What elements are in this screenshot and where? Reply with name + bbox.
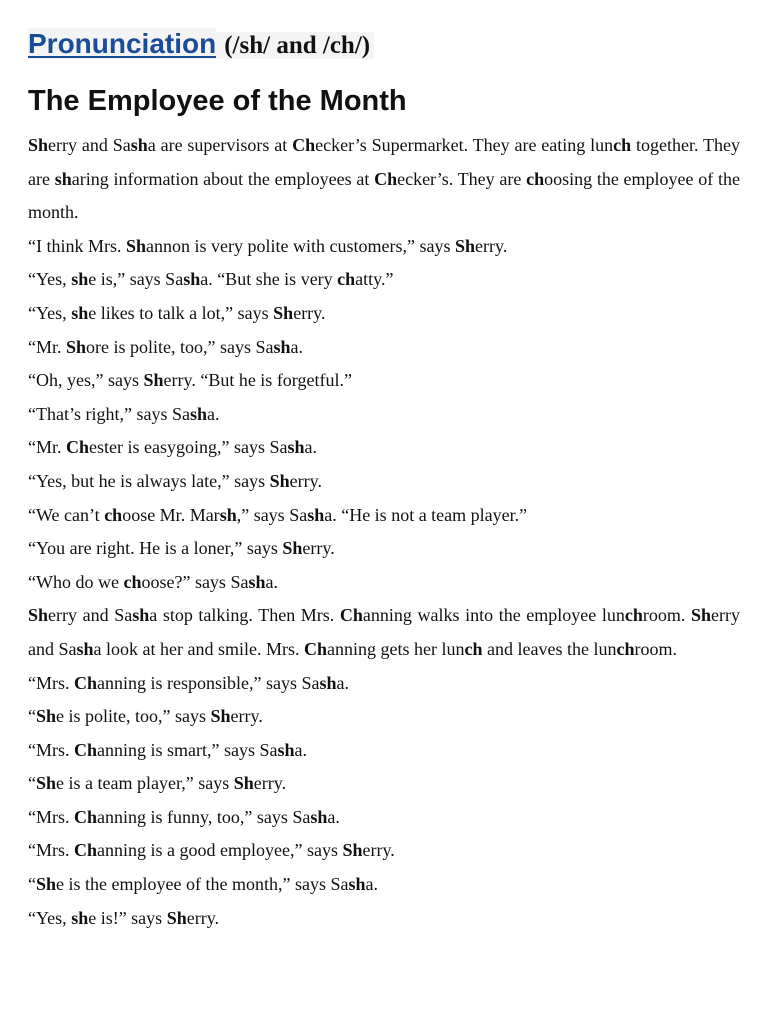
- text-run: room.: [642, 605, 691, 626]
- highlighted-sound: Ch: [292, 135, 316, 155]
- highlighted-sound: sh: [277, 739, 295, 760]
- text-run: a.: [290, 336, 304, 357]
- text-run: a.: [327, 806, 340, 827]
- highlighted-sound: ch: [104, 504, 123, 525]
- story-paragraph: [28, 868, 740, 902]
- story-paragraph: [28, 398, 740, 432]
- text-run: erry and Sa: [28, 605, 741, 659]
- highlighted-sound: Sh: [210, 706, 231, 727]
- text-run: and leaves the lun: [482, 638, 617, 659]
- highlighted-sound: Sh: [66, 336, 87, 357]
- highlighted-sound: Ch: [74, 739, 98, 760]
- highlighted-sound: Ch: [66, 437, 90, 458]
- story-paragraph: [28, 465, 740, 499]
- text-run: a stop talking. Then Mrs.: [149, 605, 340, 626]
- text-run: atty.”: [355, 269, 394, 290]
- story-paragraph: [28, 129, 740, 230]
- highlighted-sound: sh: [130, 135, 148, 155]
- highlighted-sound: Sh: [282, 538, 303, 559]
- highlighted-sound: sh: [71, 302, 89, 323]
- text-run: e is a team player,” says: [56, 773, 234, 794]
- highlighted-sound: sh: [319, 672, 337, 693]
- story-paragraph: [28, 297, 740, 331]
- text-run: anning walks into the employee lun: [362, 605, 625, 626]
- highlighted-sound: sh: [54, 168, 72, 189]
- text-run: “Mrs.: [28, 739, 74, 760]
- text-run: erry.: [230, 706, 263, 727]
- highlighted-sound: ch: [613, 135, 632, 155]
- highlighted-sound: Ch: [374, 168, 398, 189]
- text-run: “Oh, yes,” says: [28, 370, 144, 391]
- text-run: “: [28, 773, 36, 794]
- story-paragraph: [28, 834, 740, 868]
- text-run: “Mr.: [28, 437, 66, 458]
- text-run: “That’s right,” says Sa: [28, 403, 190, 424]
- highlighted-sound: Sh: [36, 874, 57, 895]
- text-run: a.: [365, 874, 378, 895]
- highlighted-sound: Ch: [339, 605, 363, 626]
- text-run: erry.: [186, 907, 220, 928]
- highlighted-sound: Sh: [166, 907, 187, 928]
- highlighted-sound: sh: [248, 571, 266, 592]
- story-title: The Employee of the Month: [28, 85, 407, 117]
- text-run: e likes to talk a lot,” says: [88, 302, 274, 323]
- text-run: anning gets her lun: [327, 638, 465, 659]
- text-run: “Who do we: [28, 571, 124, 592]
- highlighted-sound: ch: [616, 638, 635, 659]
- highlighted-sound: sh: [189, 403, 207, 424]
- text-run: erry.: [293, 302, 326, 323]
- highlighted-sound: sh: [348, 874, 366, 895]
- text-run: “Mr.: [28, 336, 66, 357]
- text-run: “: [28, 874, 36, 895]
- highlighted-sound: ch: [624, 605, 643, 626]
- story-paragraph: [28, 767, 740, 801]
- text-run: a.: [336, 672, 349, 693]
- highlighted-sound: Sh: [233, 773, 254, 794]
- text-run: e is!” says: [88, 907, 167, 928]
- text-run: e is polite, too,” says: [56, 706, 211, 727]
- highlighted-sound: ch: [526, 168, 545, 189]
- highlighted-sound: ch: [337, 269, 356, 290]
- text-run: aring information about the employees at: [71, 168, 375, 189]
- highlighted-sound: sh: [76, 638, 94, 659]
- story-paragraph: [28, 431, 740, 465]
- text-run: a. “But she is very: [200, 269, 338, 290]
- text-run: “I think Mrs.: [28, 235, 126, 256]
- text-run: erry.: [475, 235, 508, 256]
- story-paragraph: [28, 902, 740, 936]
- highlighted-sound: sh: [310, 806, 328, 827]
- text-run: e is the employee of the month,” says Sa: [56, 874, 349, 895]
- highlighted-sound: Sh: [273, 302, 294, 323]
- story-body: [28, 129, 740, 935]
- text-run: ,” says Sa: [236, 504, 308, 525]
- header-subtitle: (/sh/ and /ch/): [216, 32, 374, 59]
- highlighted-sound: Sh: [126, 235, 147, 256]
- highlighted-sound: sh: [273, 336, 291, 357]
- text-run: a look at her and smile. Mrs.: [93, 638, 304, 659]
- text-run: oose Mr. Mar: [122, 504, 220, 525]
- highlighted-sound: sh: [183, 269, 201, 290]
- highlighted-sound: sh: [71, 269, 89, 290]
- story-paragraph: [28, 499, 740, 533]
- text-run: “Mrs.: [28, 840, 74, 861]
- highlighted-sound: sh: [307, 504, 325, 525]
- highlighted-sound: ch: [464, 638, 483, 659]
- text-run: erry and Sa: [48, 605, 133, 626]
- document-page: [28, 24, 740, 935]
- story-paragraph: [28, 599, 740, 666]
- text-run: ecker’s Supermarket. They are eating lun: [315, 135, 614, 155]
- header-line: [28, 24, 740, 69]
- highlighted-sound: Sh: [28, 135, 49, 155]
- text-run: a.: [294, 739, 308, 760]
- highlighted-sound: Sh: [36, 773, 57, 794]
- text-run: ester is easygoing,” says Sa: [89, 437, 288, 458]
- text-run: oose?” says Sa: [141, 571, 249, 592]
- text-run: erry.: [253, 773, 287, 794]
- story-paragraph: [28, 230, 740, 264]
- highlighted-sound: Ch: [74, 840, 98, 861]
- story-paragraph: [28, 331, 740, 365]
- highlighted-sound: Sh: [342, 840, 363, 861]
- highlighted-sound: ch: [123, 571, 142, 592]
- text-run: anning is funny, too,” says Sa: [97, 806, 311, 827]
- story-paragraph: [28, 801, 740, 835]
- text-run: “Mrs.: [28, 672, 74, 693]
- text-run: ecker’s. They are: [397, 168, 527, 189]
- text-run: erry.: [289, 470, 322, 491]
- highlighted-sound: Sh: [454, 235, 476, 256]
- text-run: “We can’t: [28, 504, 105, 525]
- highlighted-sound: Ch: [74, 672, 98, 693]
- text-run: a. “He is not a team player.”: [324, 504, 528, 525]
- text-run: ore is polite, too,” says Sa: [86, 336, 274, 357]
- text-run: “Yes, but he is always late,” says: [28, 470, 270, 491]
- text-run: annon is very polite with customers,” says: [146, 235, 455, 256]
- highlighted-sound: sh: [287, 437, 305, 458]
- text-run: erry. “But he is forgetful.”: [163, 370, 352, 391]
- text-run: “Yes,: [28, 269, 72, 290]
- highlighted-sound: sh: [132, 605, 150, 626]
- story-paragraph: [28, 532, 740, 566]
- text-run: “Yes,: [28, 302, 72, 323]
- highlighted-sound: Sh: [269, 470, 290, 491]
- text-run: “: [28, 706, 36, 727]
- text-run: oosing the employee of the month.: [28, 168, 740, 223]
- text-run: erry.: [362, 840, 395, 861]
- story-paragraph: [28, 364, 740, 398]
- highlighted-sound: Sh: [28, 605, 49, 626]
- text-run: anning is a good employee,” says: [97, 840, 343, 861]
- text-run: “You are right. He is a loner,” says: [28, 538, 283, 559]
- highlighted-sound: Sh: [36, 706, 57, 727]
- text-run: together. They are: [28, 135, 741, 189]
- text-run: a.: [206, 403, 220, 424]
- text-run: a.: [304, 437, 317, 458]
- highlighted-sound: sh: [71, 907, 89, 928]
- text-run: room.: [634, 638, 677, 659]
- highlighted-sound: Sh: [691, 605, 712, 626]
- highlighted-sound: Ch: [74, 806, 98, 827]
- story-paragraph: [28, 700, 740, 734]
- text-run: erry and Sa: [48, 135, 131, 155]
- highlighted-sound: sh: [219, 504, 237, 525]
- text-run: a are supervisors at: [147, 135, 293, 155]
- highlighted-sound: Sh: [143, 370, 164, 391]
- text-run: “Yes,: [28, 907, 72, 928]
- text-run: e is,” says Sa: [88, 269, 184, 290]
- text-run: anning is smart,” says Sa: [97, 739, 278, 760]
- story-paragraph: [28, 667, 740, 701]
- story-paragraph: [28, 734, 740, 768]
- text-run: erry.: [302, 538, 335, 559]
- story-paragraph: [28, 263, 740, 297]
- text-run: anning is responsible,” says Sa: [97, 672, 320, 693]
- story-paragraph: [28, 566, 740, 600]
- text-run: a.: [265, 571, 278, 592]
- highlighted-sound: Ch: [303, 638, 327, 659]
- text-run: “Mrs.: [28, 806, 74, 827]
- pronunciation-link[interactable]: Pronunciation: [28, 28, 217, 59]
